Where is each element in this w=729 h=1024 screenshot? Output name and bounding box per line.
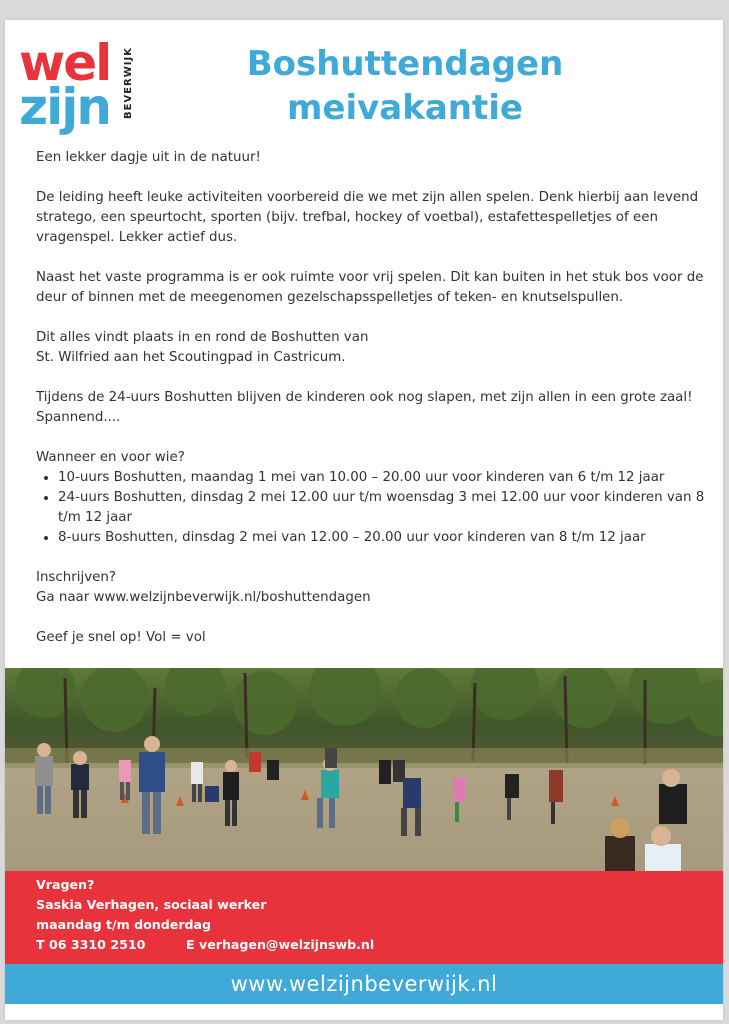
list-item: • 24-uurs Boshutten, dinsdag 2 mei 12.00 uur t/m woensdag 3 mei 12.00 uur voor kinderen van 8 t/m 12 jaar: [58, 488, 706, 528]
contact-phone-email-row: [36, 935, 686, 955]
children-playing-photo: [5, 668, 723, 871]
activities-paragraph: De leiding heeft leuke activiteiten voorbereid die we met zijn allen spelen. Denk hierbij aan levend stratego, een speurtocht, sporten (bijv. trefbal, hockey of voetbal), estafettespelletjes of een vragenspel. Lekker actief dus.: [36, 190, 699, 245]
location-paragraph: [36, 328, 706, 368]
intro-paragraph: Een lekker dagje uit in de natuur!: [36, 150, 261, 165]
when-heading: Wanneer en voor wie?: [36, 450, 185, 465]
welzijn-logo: [19, 34, 149, 138]
signup-block: [36, 568, 706, 608]
list-item: • 8-uurs Boshutten, dinsdag 2 mei van 12.00 – 20.00 uur voor kinderen van 8 t/m 12 jaar: [58, 528, 706, 548]
contact-name: Saskia Verhagen, sociaal werker: [36, 897, 267, 912]
website-footer: [5, 964, 723, 1004]
contact-heading: Vragen?: [36, 877, 95, 892]
location-line-2: St. Wilfried aan het Scoutingpad in Castricum.: [36, 350, 346, 365]
contact-days: maandag t/m donderdag: [36, 917, 212, 932]
closing-line: Geef je snel op! Vol = vol: [36, 630, 206, 645]
title-line-2: meivakantie: [287, 88, 523, 128]
list-item: • 10-uurs Boshutten, maandag 1 mei van 10.00 – 20.00 uur voor kinderen van 6 t/m 12 jaar: [58, 468, 706, 488]
location-line-1: Dit alles vindt plaats in en rond de Boshutten van: [36, 330, 369, 345]
contact-email[interactable]: E verhagen@welzijnswb.nl: [186, 937, 375, 952]
signup-heading: Inschrijven?: [36, 570, 116, 585]
logo-wel-text: wel: [19, 34, 111, 92]
website-link[interactable]: www.welzijnbeverwijk.nl: [230, 972, 498, 996]
contact-bar: [5, 871, 723, 964]
signup-link[interactable]: Ga naar www.welzijnbeverwijk.nl/boshuttendagen: [36, 590, 371, 605]
logo-beverwijk-text: BEVERWIJK: [123, 47, 134, 119]
flyer-page: [5, 20, 723, 1020]
page-title: [205, 42, 605, 130]
contact-phone[interactable]: T 06 3310 2510: [36, 937, 146, 952]
free-play-paragraph: Naast het vaste programma is er ook ruimte voor vrij spelen. Dit kan buiten in het stuk bos voor de deur of binnen met de meegenomen gezelschapsspelletjes of teken- en knutselspullen.: [36, 270, 704, 305]
overnight-paragraph: Tijdens de 24-uurs Boshutten blijven de kinderen ook nog slapen, met zijn allen in een grote zaal! Spannend....: [36, 390, 693, 425]
schedule-list: [36, 468, 706, 548]
body-text: [36, 148, 706, 668]
title-line-1: Boshuttendagen: [246, 44, 564, 84]
logo-zijn-text: zijn: [19, 78, 110, 136]
